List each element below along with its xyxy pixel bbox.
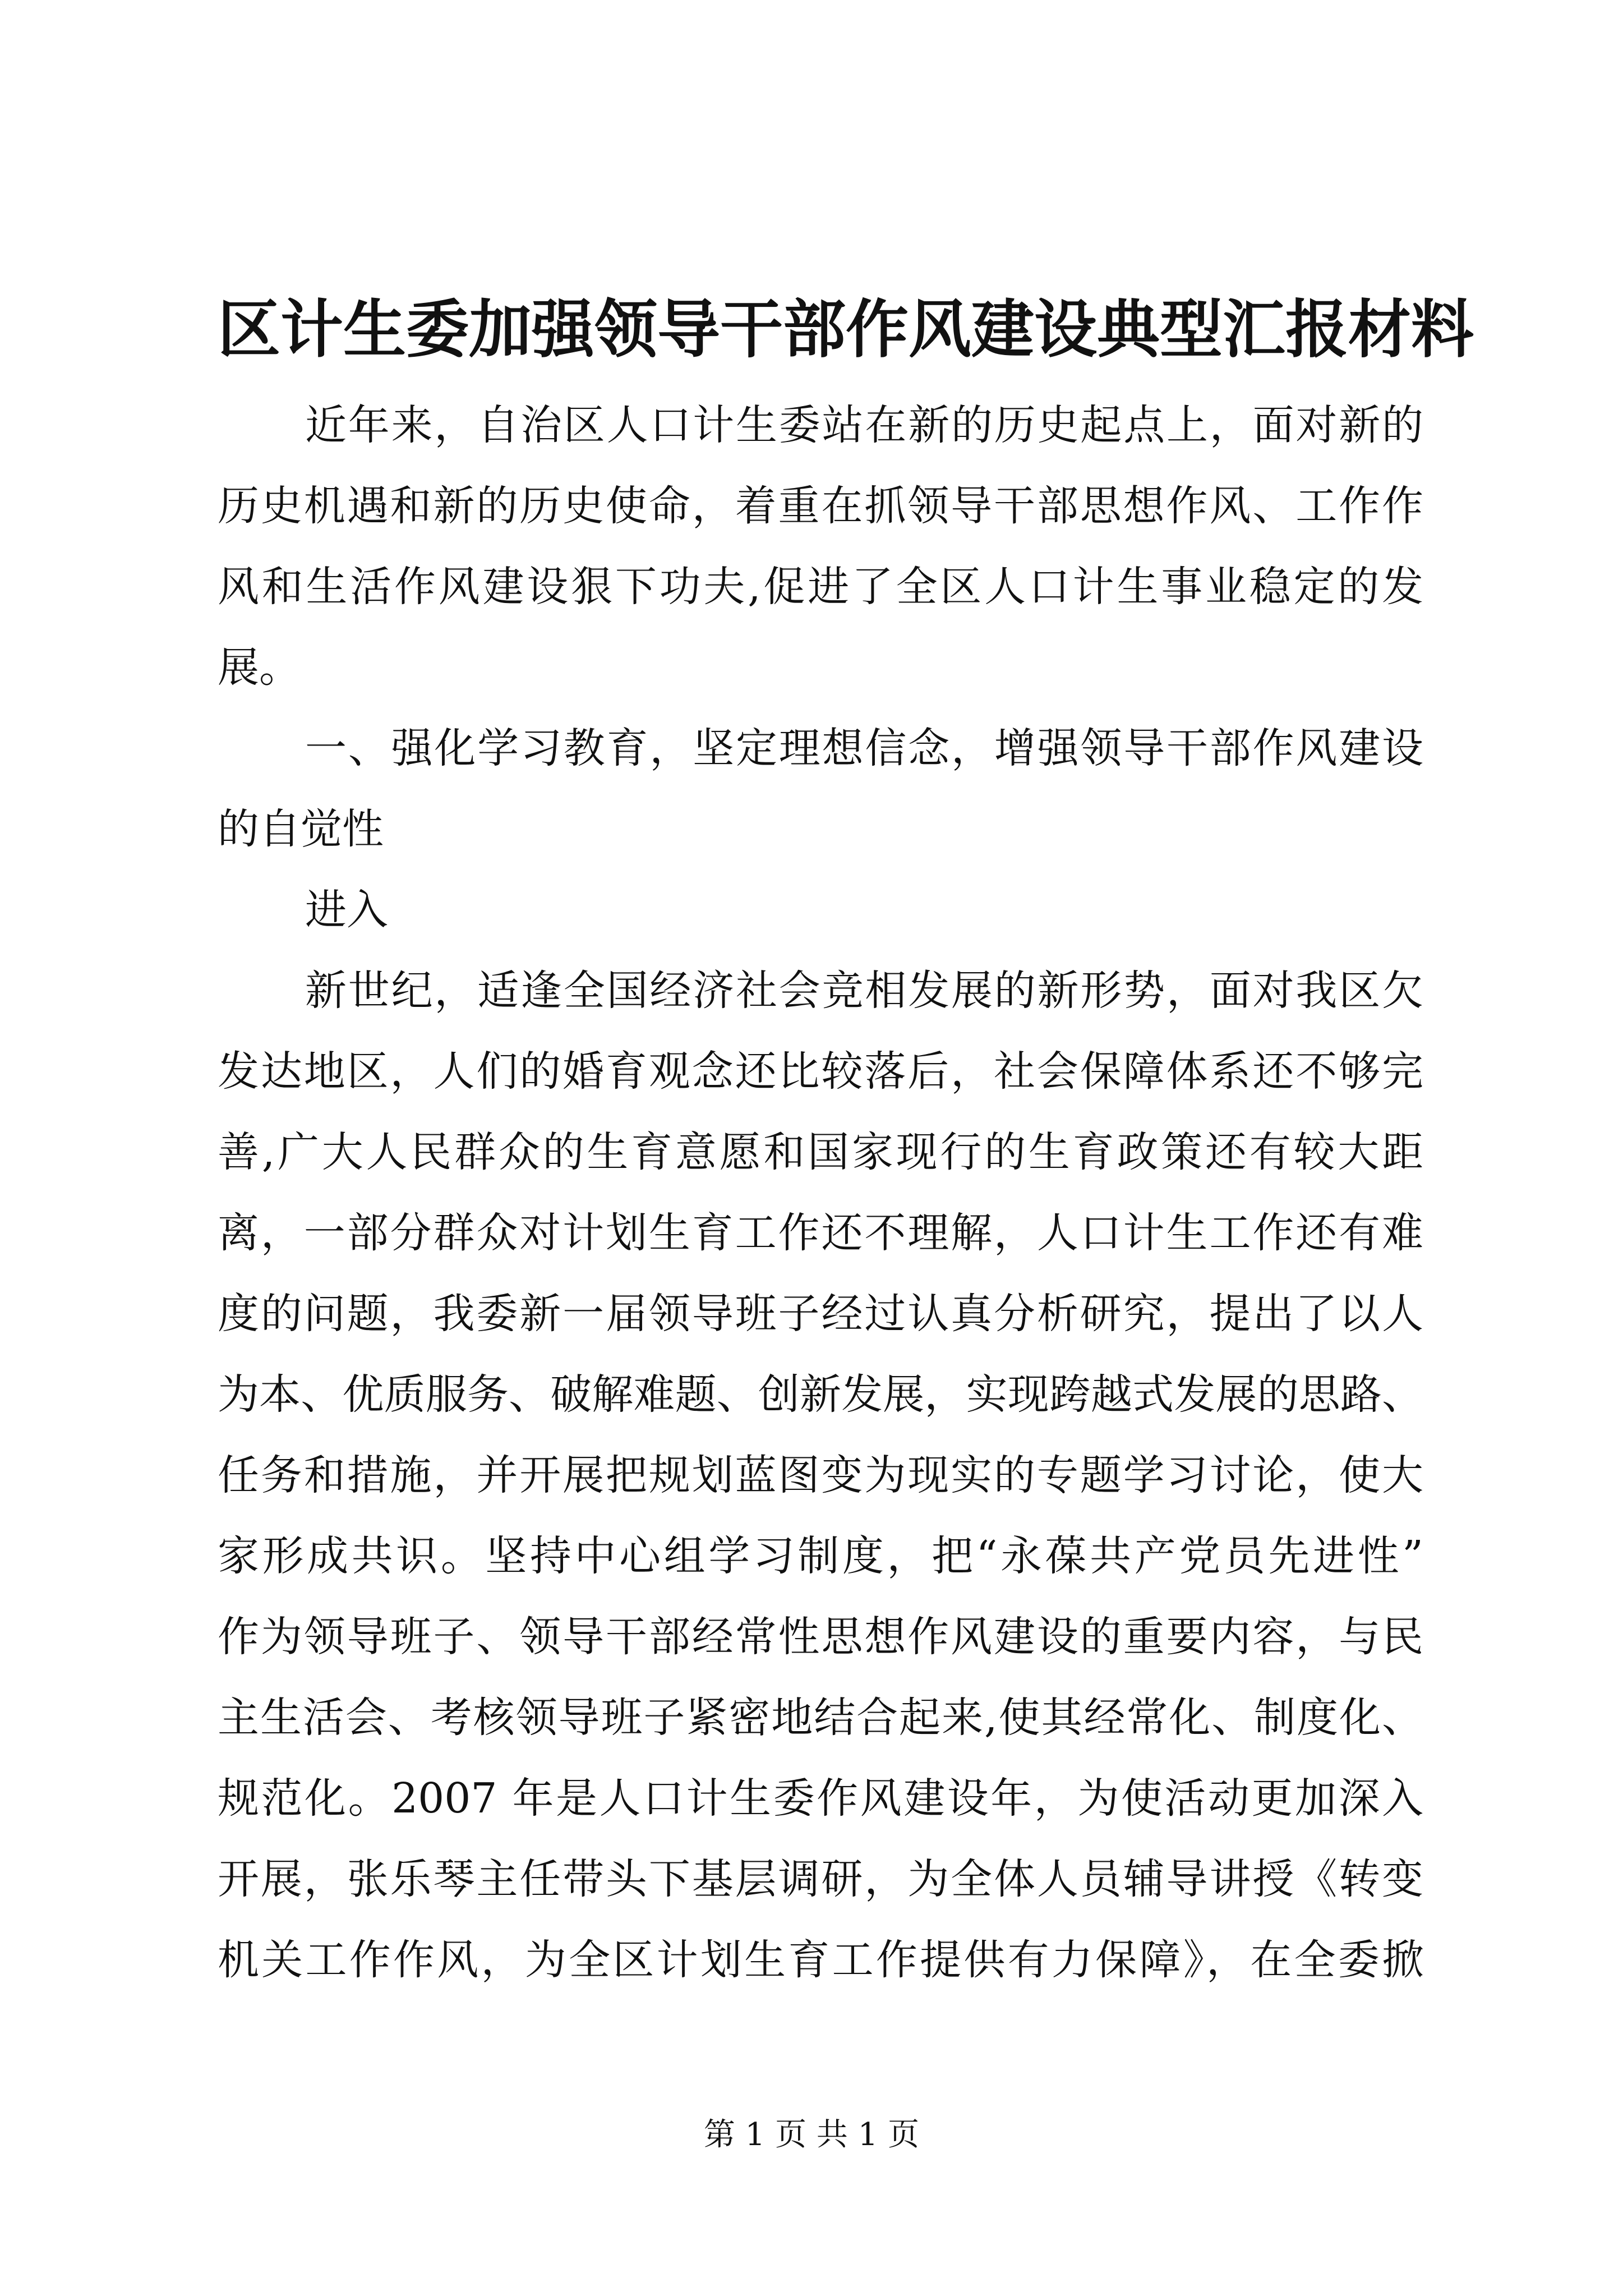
text-line: 开展，张乐琴主任带头下基层调研，为全体人员辅导讲授《转变: [218, 1855, 1423, 1903]
section-heading-line: 的自觉性: [218, 805, 384, 853]
text-line: 规范化。2007 年是人口计生委作风建设年，为使活动更加深入: [218, 1774, 1423, 1823]
text-line: 机关工作作风，为全区计划生育工作提供有力保障》，在全委掀: [218, 1936, 1423, 1984]
text-line: 度的问题，我委新一届领导班子经过认真分析研究，提出了以人: [218, 1290, 1423, 1338]
text-line: 新世纪，适逢全国经济社会竞相发展的新形势，面对我区欠: [305, 967, 1423, 1015]
text-line: 主生活会、考核领导班子紧密地结合起来,使其经常化、制度化、: [218, 1694, 1423, 1742]
text-line: 离，一部分群众对计划生育工作还不理解，人口计生工作还有难: [218, 1209, 1423, 1257]
text-line: 作为领导班子、领导干部经常性思想作风建设的重要内容，与民: [218, 1613, 1423, 1661]
text-line: 家形成共识。坚持中心组学习制度，把“永葆共产党员先进性”: [218, 1532, 1423, 1580]
text-line: 发达地区，人们的婚育观念还比较落后，社会保障体系还不够完: [218, 1047, 1423, 1096]
text-line: 进入: [305, 886, 388, 934]
text-line: 风和生活作风建设狠下功夫,促进了全区人口计生事业稳定的发: [218, 563, 1423, 611]
text-line: 历史机遇和新的历史使命，着重在抓领导干部思想作风、工作作: [218, 482, 1423, 530]
section-heading-line: 一、强化学习教育，坚定理想信念，增强领导干部作风建设: [305, 724, 1423, 772]
text-line: 展。: [218, 643, 301, 692]
document-body: [218, 385, 1423, 2000]
text-line: 为本、优质服务、破解难题、创新发展，实现跨越式发展的思路、: [218, 1370, 1423, 1419]
page-footer: 第 1 页 共 1 页: [703, 2116, 920, 2153]
text-line: 善,广大人民群众的生育意愿和国家现行的生育政策还有较大距: [218, 1128, 1423, 1176]
text-line: 近年来，自治区人口计生委站在新的历史起点上，面对新的: [305, 401, 1423, 449]
text-line: 任务和措施，并开展把规划蓝图变为现实的专题学习讨论，使大: [218, 1451, 1423, 1499]
document-title: 区计生委加强领导干部作风建设典型汇报材料: [218, 293, 1474, 366]
